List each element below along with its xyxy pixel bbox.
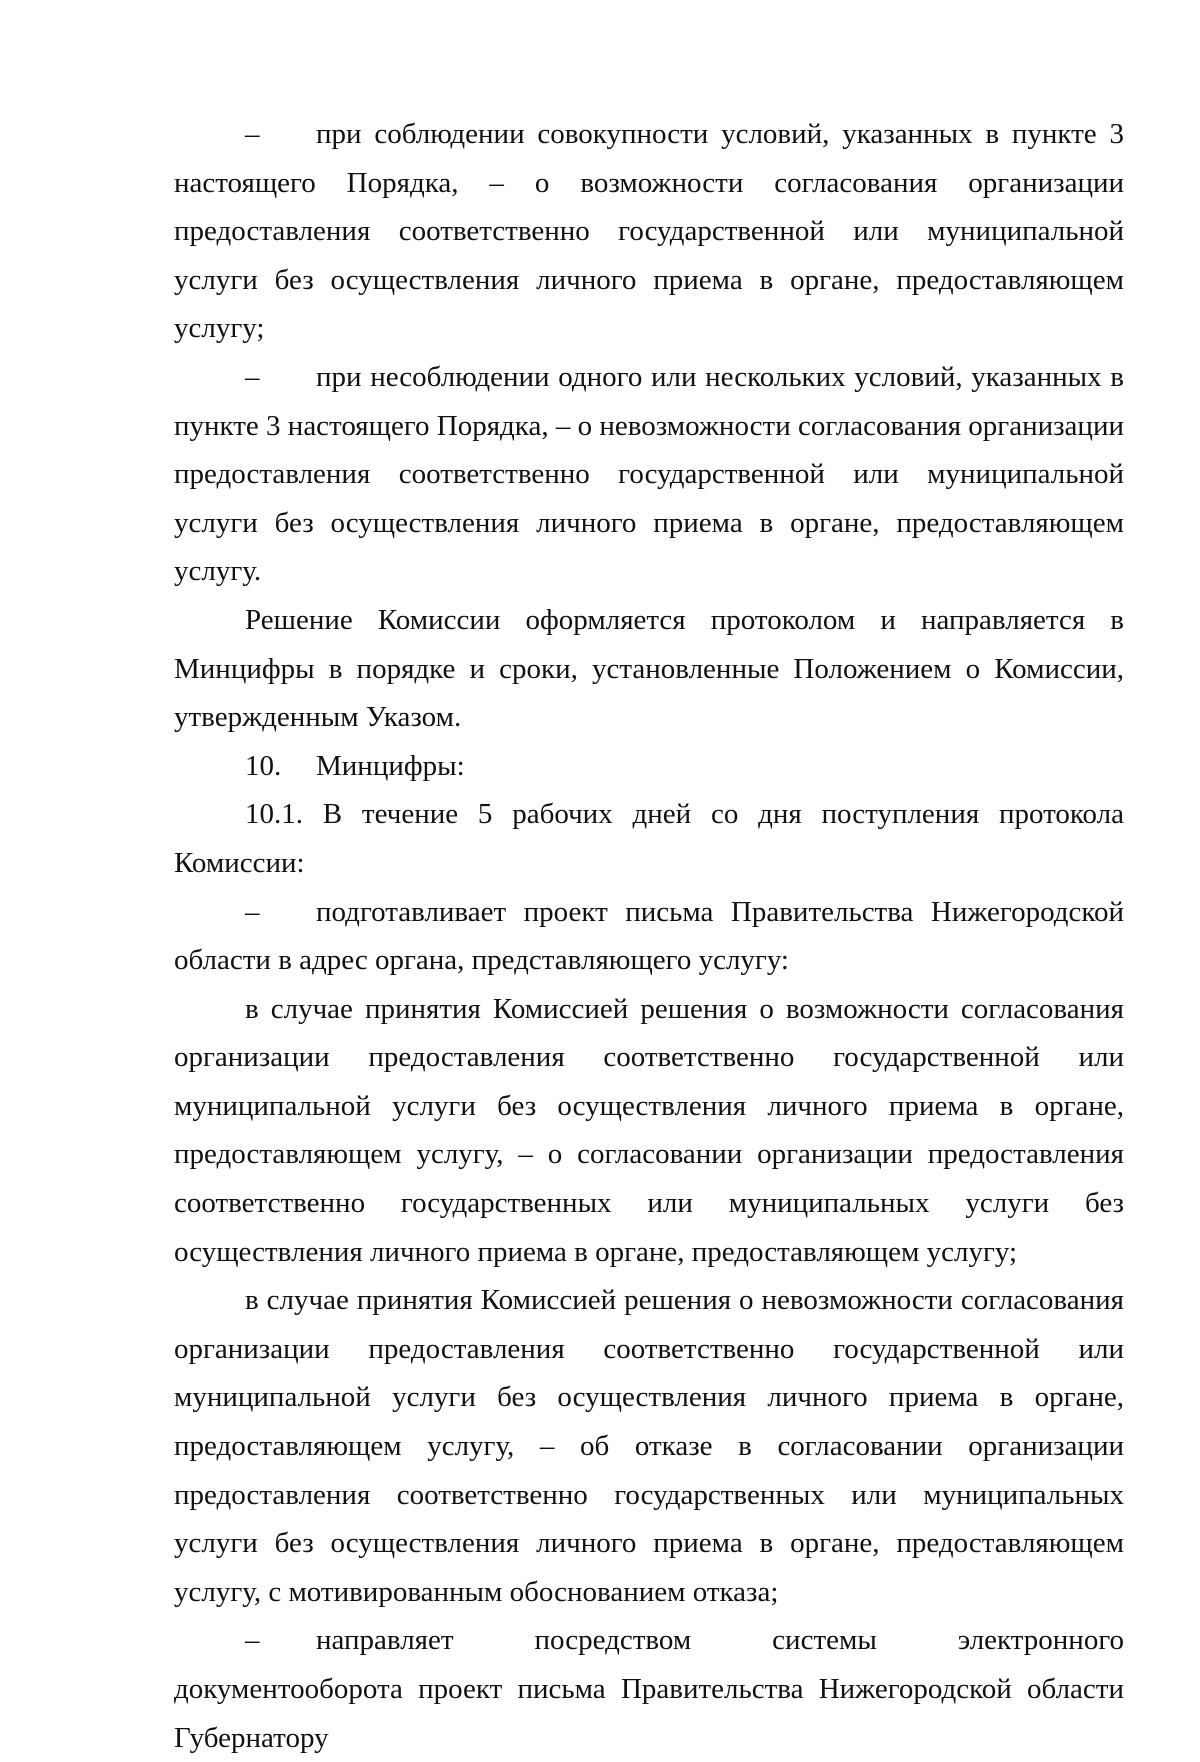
list-item-text: при соблюдении совокупности условий, указанных в пункте 3 настоящего Порядка, – о возможности согласования организации предоставления соответственно государственной или муниципальной услуги без осуществления личного приема в органе, предоставляющем услугу;	[174, 118, 1124, 345]
list-item-condition-not-met	[174, 353, 1124, 596]
list-item-condition-met	[174, 110, 1124, 353]
list-item-text: подготавливает проект письма Правительства Нижегородской области в адрес органа, представляющего услугу:	[174, 895, 1124, 977]
list-item-text: направляет посредством системы электронного документооборота проект письма Правительства Нижегородской области Губернатору	[174, 1624, 1124, 1754]
paragraph-10-1: 10.1. В течение 5 рабочих дней со дня поступления протокола Комиссии:	[174, 798, 1124, 879]
dash-marker: –	[245, 360, 260, 393]
paragraph-refusal-case: в случае принятия Комиссией решения о невозможности согласования организации предоставления соответственно государственной или муниципальной услуги без осуществления личного приема в органе, предоставляющем услугу, – об отказе в согласовании организации предоставления соответственно государственных или муниципальных услуги без осуществления личного приема в органе, предоставляющем услугу, с мотивированным обоснованием отказа;	[174, 1284, 1124, 1608]
dash-marker: –	[245, 1624, 260, 1657]
document-page	[174, 110, 1124, 1762]
item-text: Минцифры:	[316, 749, 465, 782]
list-item-text: при несоблюдении одного или нескольких условий, указанных в пункте 3 настоящего Порядка, – о невозможности согласования организации предоставления соответственно государственной или муниципальной услуги без осуществления личного приема в органе, предоставляющем услугу.	[174, 360, 1124, 588]
paragraph-approval-case: в случае принятия Комиссией решения о возможности согласования организации предоставления соответственно государственной или муниципальной услуги без осуществления личного приема в органе, предоставляющем услугу, – о согласовании организации предоставления соответственно государственных или муниципальных услуги без осуществления личного приема в органе, предоставляющем услугу;	[174, 992, 1124, 1268]
list-item-sends-letter	[174, 1616, 1124, 1762]
numbered-item-10	[174, 742, 1124, 791]
paragraph-commission-decision: Решение Комиссии оформляется протоколом и направляется в Минцифры в порядке и сроки, установленные Положением о Комиссии, утвержденным Указом.	[174, 603, 1124, 734]
list-item-prepares-letter	[174, 888, 1124, 985]
item-number: 10.	[245, 749, 282, 782]
dash-marker: –	[245, 118, 260, 150]
dash-marker: –	[245, 895, 260, 928]
